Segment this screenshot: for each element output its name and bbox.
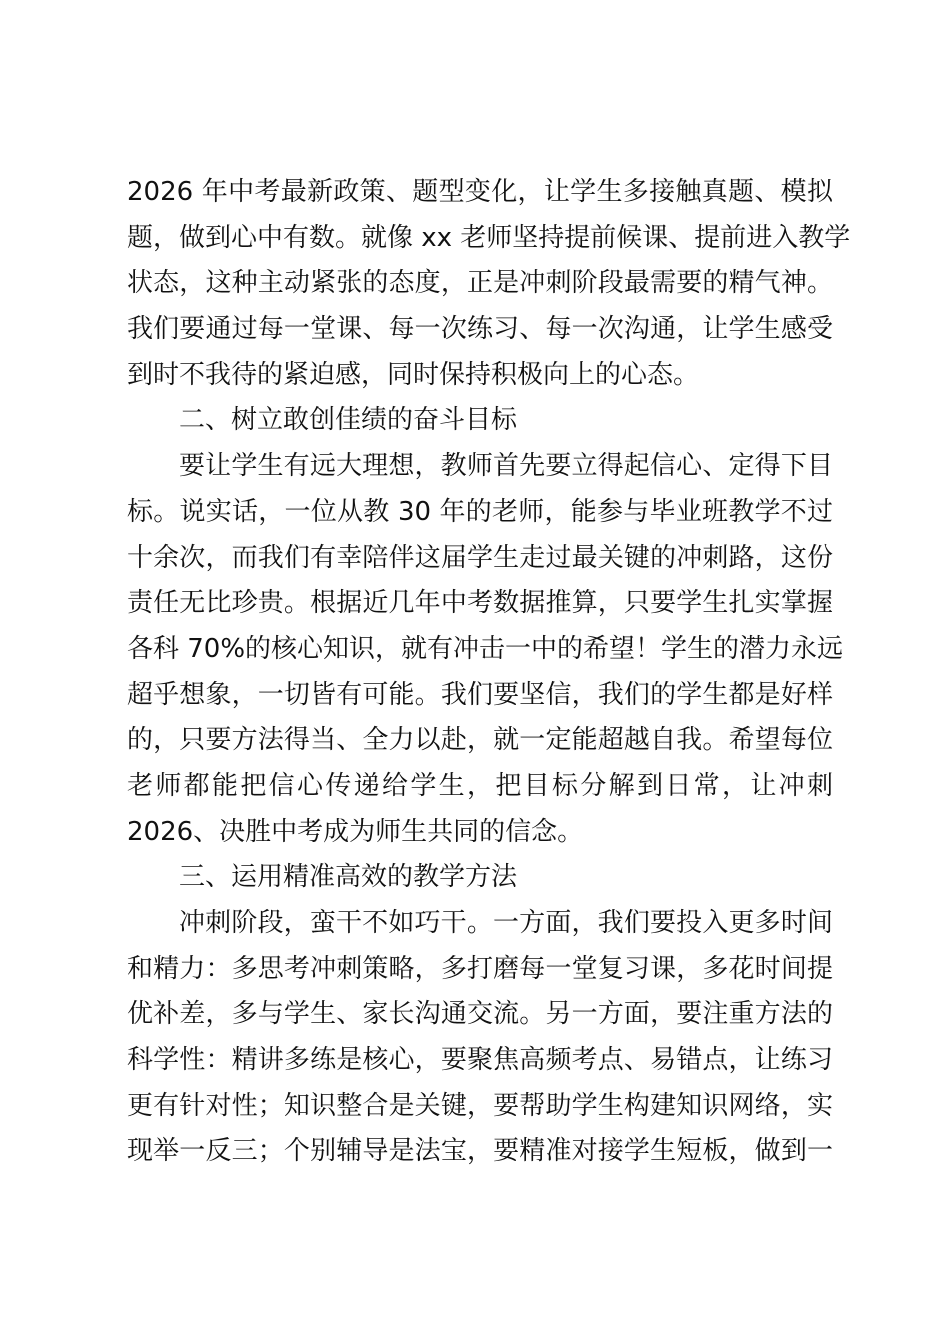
text-line: 责任无比珍贵。根据近几年中考数据推算，只要学生扎实掌握 <box>127 588 833 619</box>
text-line: 现举一反三；个别辅导是法宝，要精准对接学生短板，做到一 <box>127 1136 833 1167</box>
text-line: 状态，这种主动紧张的态度，正是冲刺阶段最需要的精气神。 <box>127 268 833 299</box>
document-body <box>127 170 851 1175</box>
text-line: 十余次，而我们有幸陪伴这届学生走过最关键的冲刺路，这份 <box>127 542 833 573</box>
text-line: 2026 年中考最新政策、题型变化，让学生多接触真题、模拟 <box>127 177 833 207</box>
text-line: 的，只要方法得当、全力以赴，就一定能超越自我。希望每位 <box>127 725 833 756</box>
text-line: 题，做到心中有数。就像 xx 老师坚持提前候课、提前进入教学 <box>127 222 851 253</box>
text-line: 老师都能把信心传递给学生，把目标分解到日常，让冲刺 <box>127 770 833 801</box>
text-line: 到时不我待的紧迫感，同时保持积极向上的心态。 <box>127 359 700 390</box>
text-line: 更有针对性；知识整合是关键，要帮助学生构建知识网络，实 <box>127 1090 833 1121</box>
text-line: 优补差，多与学生、家长沟通交流。另一方面，要注重方法的 <box>127 999 833 1030</box>
text-line: 超乎想象，一切皆有可能。我们要坚信，我们的学生都是好样 <box>127 679 833 710</box>
paragraph-first-line: 要让学生有远大理想，教师首先要立得起信心、定得下目 <box>179 451 833 482</box>
text-line: 科学性：精讲多练是核心，要聚焦高频考点、易错点，让练习 <box>127 1045 833 1076</box>
section-heading: 二、树立敢创佳绩的奋斗目标 <box>179 405 518 436</box>
section-heading: 三、运用精准高效的教学方法 <box>179 862 518 893</box>
text-line: 标。说实话，一位从教 30 年的老师，能参与毕业班教学不过 <box>127 496 833 527</box>
text-line: 各科 70%的核心知识，就有冲击一中的希望！学生的潜力永远 <box>127 633 844 664</box>
paragraph-first-line: 冲刺阶段，蛮干不如巧干。一方面，我们要投入更多时间 <box>179 908 833 938</box>
text-line: 和精力：多思考冲刺策略，多打磨每一堂复习课，多花时间提 <box>127 953 833 984</box>
text-line: 我们要通过每一堂课、每一次练习、每一次沟通，让学生感受 <box>127 314 833 345</box>
text-line: 2026、决胜中考成为师生共同的信念。 <box>127 816 584 847</box>
